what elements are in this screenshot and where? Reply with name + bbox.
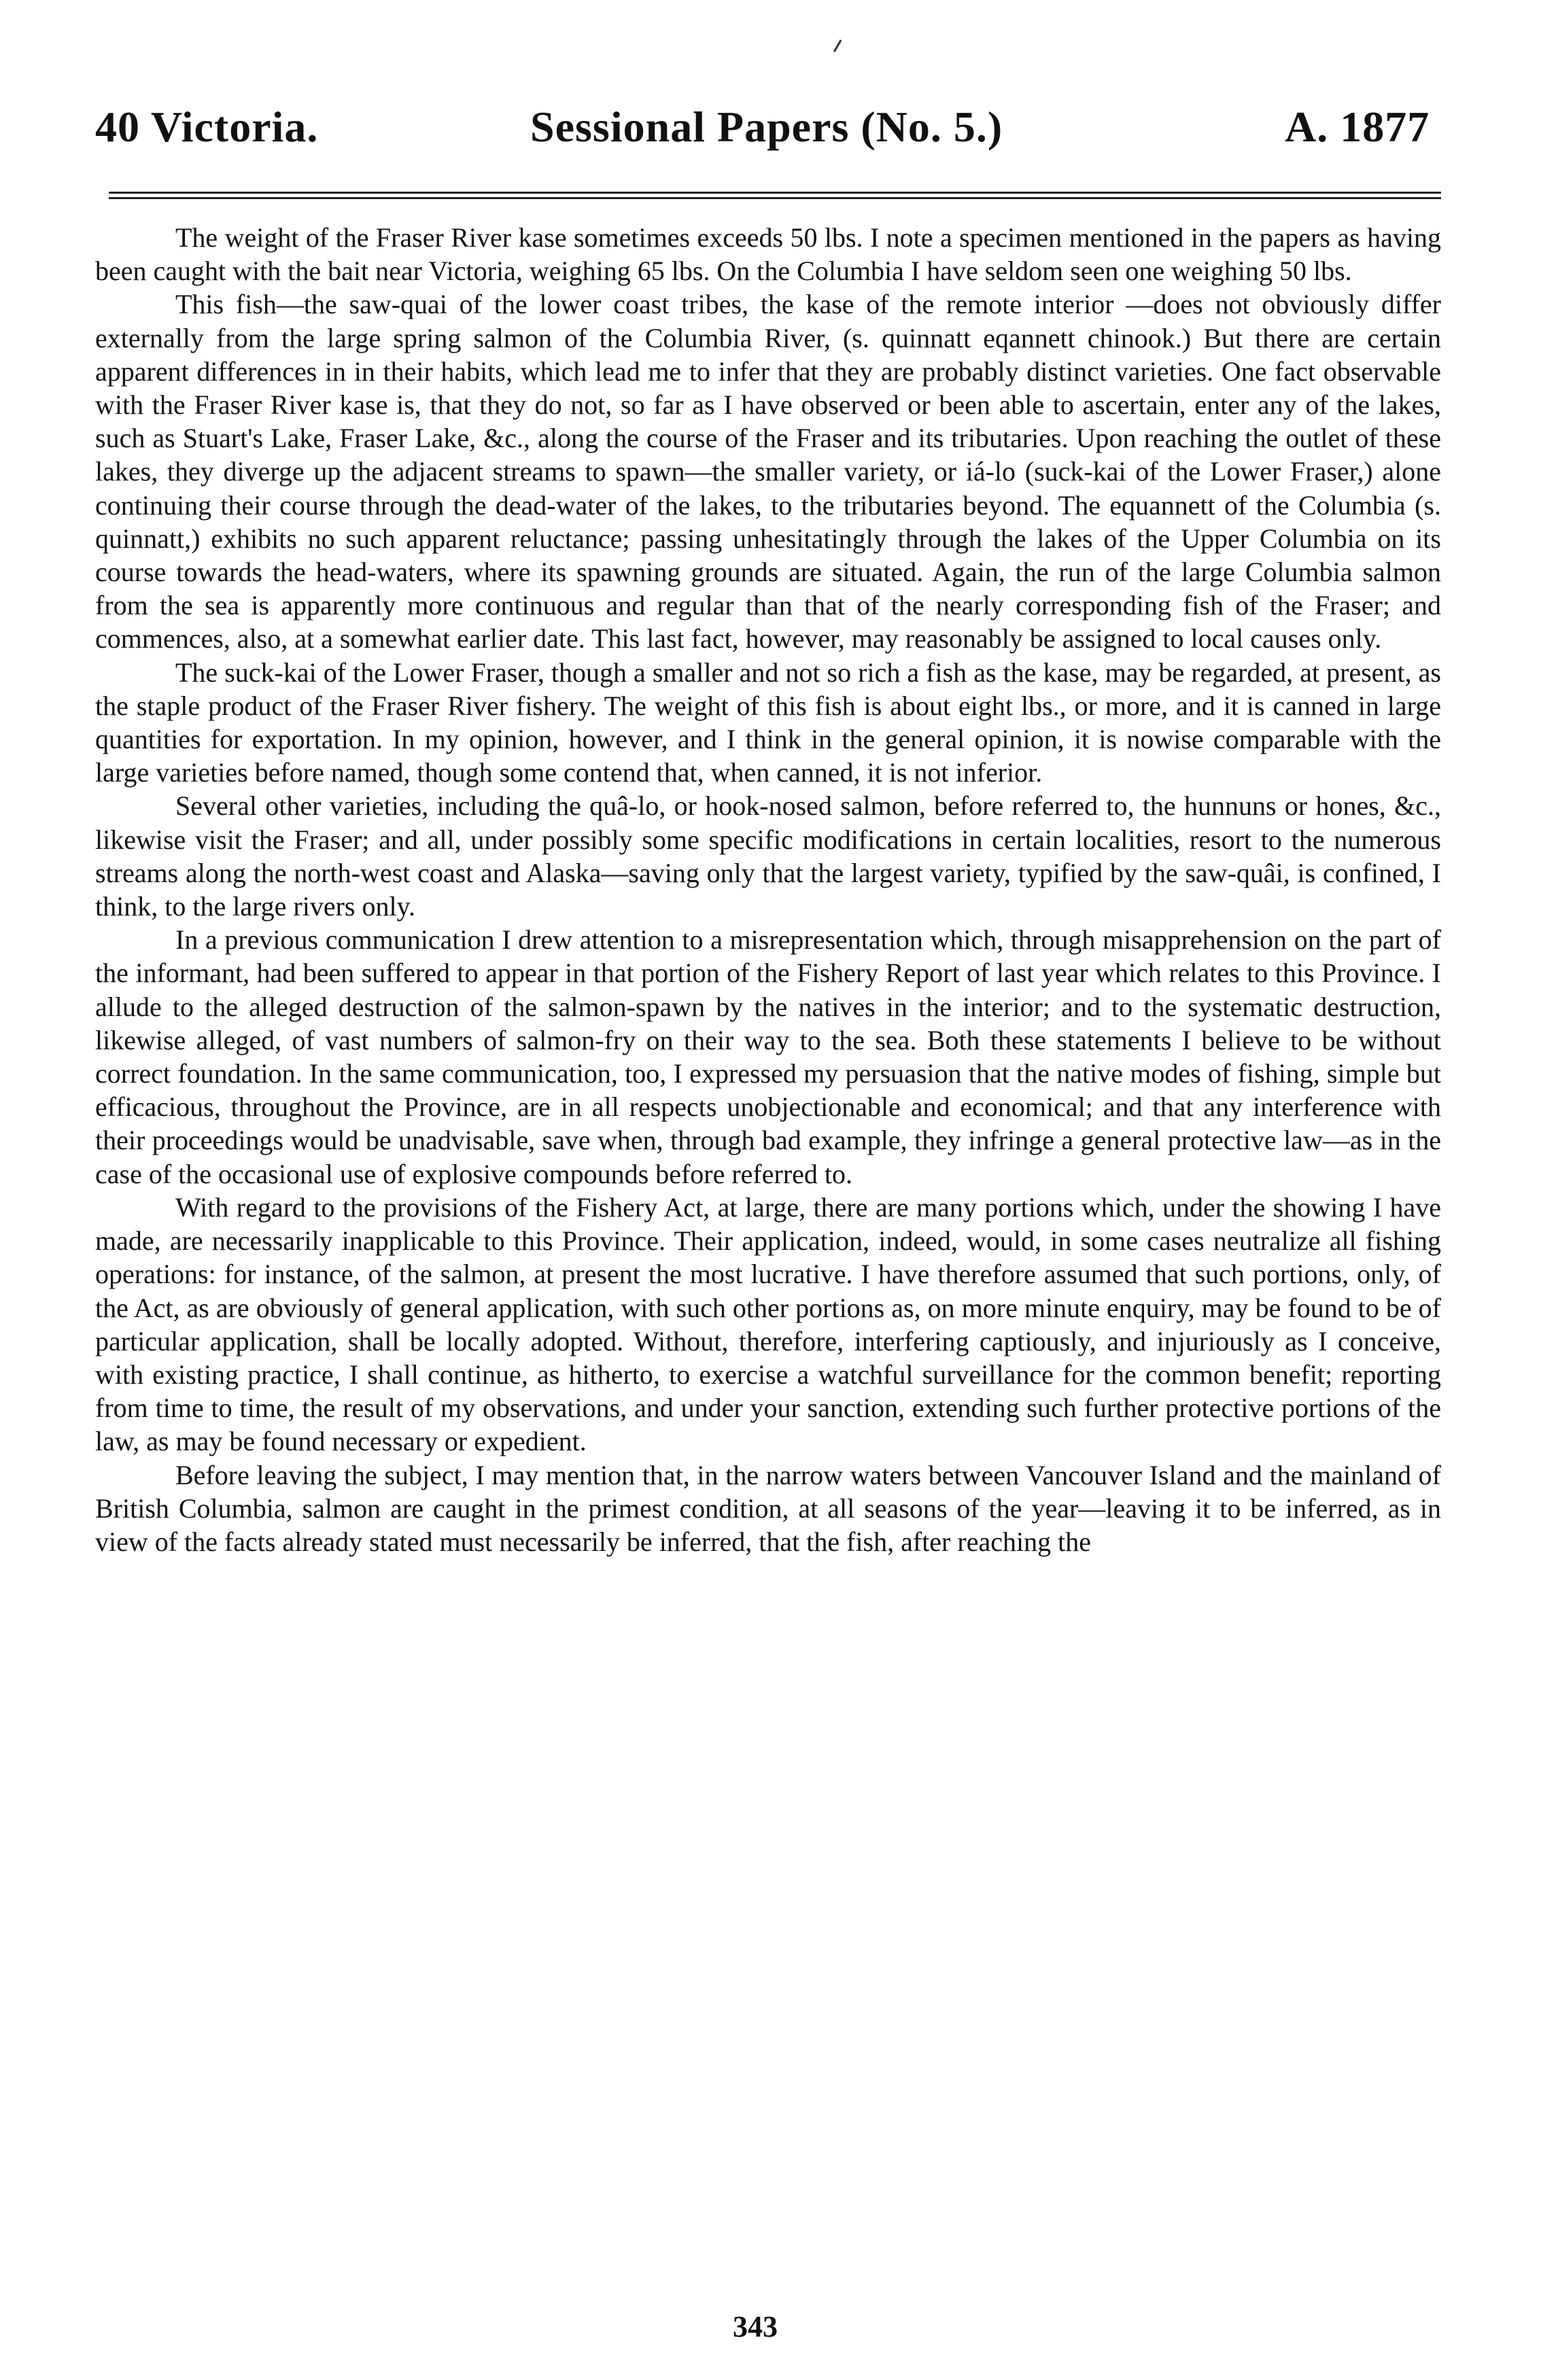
header-title: Sessional Papers (No. 5.) (530, 103, 1003, 151)
header-volume: 40 Victoria. (95, 103, 319, 151)
paragraph: This fish—the saw-quai of the lower coast tribes, the kase of the remote interior —does not obviously differ externally from the large spring salmon of the Columbia River, (s. quinnatt eqannett chinook.) But there are certain apparent differences in in their habits, which lead me to infer that they are probably distinct varieties. One fact observable with the Fraser River kase is, that they do not, so far as I have observed or been able to ascertain, enter any of the lakes, such as Stuart's Lake, Fraser Lake, &c., along the course of the Fraser and its tributaries. Upon reaching the outlet of these lakes, they diverge up the adjacent streams to spawn—the smaller variety, or iá-lo (suck-kai of the Lower Fraser,) alone continuing their course through the dead-water of the lakes, to the tributaries beyond. The equannett of the Columbia (s. quinnatt,) exhibits no such apparent reluctance; passing unhesitatingly through the lakes of the Upper Columbia on its course towards the head-waters, where its spawning grounds are situated. Again, the run of the large Columbia salmon from the sea is apparently more continuous and regular than that of the nearly corresponding fish of the Fraser; and commences, also, at a somewhat earlier date. This last fact, however, may reasonably be assigned to local causes only. (95, 289, 1441, 654)
pencil-mark (833, 39, 848, 56)
page-number: 343 (733, 2310, 778, 2343)
paragraph: In a previous communication I drew attention to a misrepresentation which, through misapprehension on the part of the informant, had been suffered to appear in that portion of the Fishery Report of last year which relates to this Province. I allude to the alleged destruction of the salmon-spawn by the natives in the interior; and to the systematic destruction, likewise alleged, of vast numbers of salmon-fry on their way to the sea. Both these statements I believe to be without correct foundation. In the same communication, too, I expressed my persuasion that the native modes of fishing, simple but efficacious, throughout the Province, are in all respects unobjectionable and economical; and that any interference with their proceedings would be unadvisable, save when, through bad example, they infringe a general protective law—as in the case of the occasional use of explosive compounds before referred to. (95, 924, 1441, 1189)
paragraph: The weight of the Fraser River kase sometimes exceeds 50 lbs. I note a specimen mentioned in the papers as having been caught with the bait near Victoria, weighing 65 lbs. On the Columbia I have seldom seen one weighing 50 lbs. (95, 222, 1441, 287)
header-rule-top (109, 192, 1441, 194)
document-page (95, 0, 1441, 2380)
page-header (95, 102, 1441, 156)
header-year: A. 1877 (1285, 103, 1430, 151)
paragraph: The suck-kai of the Lower Fraser, though a smaller and not so rich a fish as the kase, may be regarded, at present, as the staple product of the Fraser River fishery. The weight of this fish is about eight lbs., or more, and it is canned in large quantities for exportation. In my opinion, however, and I think in the general opinion, it is nowise comparable with the large varieties before named, though some contend that, when canned, it is not inferior. (95, 657, 1441, 788)
paragraph: With regard to the provisions of the Fishery Act, at large, there are many portions which, under the showing I have made, are necessarily inapplicable to this Province. Their application, indeed, would, in some cases neutralize all fishing operations: for instance, of the salmon, at present the most lucrative. I have therefore assumed that such portions, only, of the Act, as are obviously of general application, with such other portions as, on more minute enquiry, may be found to be of particular application, shall be locally adopted. Without, therefore, interfering captiously, and injuriously as I conceive, with existing practice, I shall continue, as hitherto, to exercise a watchful surveillance for the common benefit; reporting from time to time, the result of my observations, and under your sanction, extending such further protective portions of the law, as may be found necessary or expedient. (95, 1191, 1441, 1457)
paragraph: Before leaving the subject, I may mention that, in the narrow waters between Vancouver Island and the mainland of British Columbia, salmon are caught in the primest condition, at all seasons of the year—leaving it to be inferred, as in view of the facts already stated must necessarily be inferred, that the fish, after reaching the (95, 1459, 1441, 1557)
header-rule-bottom (109, 197, 1441, 199)
paragraph: Several other varieties, including the quâ-lo, or hook-nosed salmon, before referred to, the hunnuns or hones, &c., likewise visit the Fraser; and all, under possibly some specific modifications in certain localities, resort to the numerous streams along the north-west coast and Alaska—saving only that the largest variety, typified by the saw-quâi, is confined, I think, to the large rivers only. (95, 790, 1441, 922)
